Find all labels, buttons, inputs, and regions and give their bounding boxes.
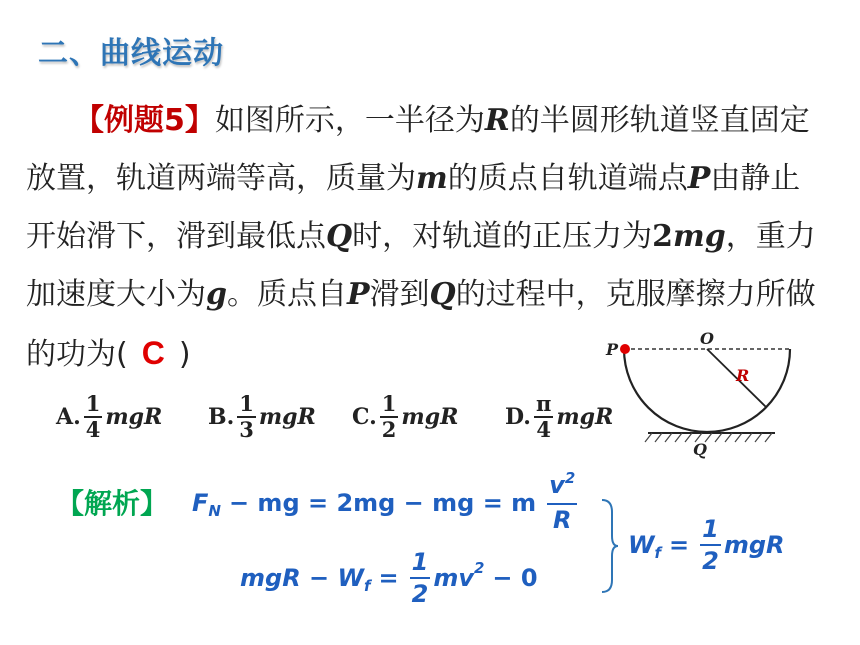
result-equation: W f = $\frac{1}{2}$ mgR xyxy=(628,515,785,575)
fraction: $\frac{1}{2}$ xyxy=(411,548,429,608)
fraction: $\frac{1}{2}$ xyxy=(702,515,719,575)
problem-text: 【例题5】如图所示，一半径为R的半圆形轨道竖直固定放置，轨道两端等高，质量为m的质点自轨道端点P由静止开始滑下，滑到最低点Q时，对轨道的正压力为2mg，重力加速度大小为g。质点自P滑到Q的过程中，克服摩擦力所做的功为( C ) xyxy=(26,103,816,372)
fraction: $\frac{1}{4}$ xyxy=(85,391,101,442)
option-c: C. $\frac{1}{2}$ mgR xyxy=(352,391,459,442)
example-tag: 【例题5】 xyxy=(74,103,215,138)
section-heading: 二、曲线运动 xyxy=(38,36,224,71)
fraction: $\frac{1}{2}$ xyxy=(381,391,397,442)
semicircle-track xyxy=(624,349,790,432)
particle-dot xyxy=(620,344,630,354)
ground-hatching xyxy=(645,433,772,442)
label-r: R xyxy=(736,366,750,385)
equation-2: mgR − W f = $\frac{1}{2}$ mv 2 − 0 xyxy=(240,548,538,608)
answer-options xyxy=(0,392,620,462)
option-d: D. $\frac{\pi}{4}$ mgR xyxy=(505,391,614,442)
answer-choice: C xyxy=(141,335,165,371)
fraction: $\frac{\pi}{4}$ xyxy=(535,391,552,442)
brace xyxy=(596,498,620,594)
equation-1: F N − mg = 2mg − mg = m $\frac{v^2}{R}$ xyxy=(192,469,576,534)
label-o: O xyxy=(700,329,714,348)
label-q: Q xyxy=(693,440,707,459)
semicircle-track-diagram xyxy=(600,325,810,460)
option-b: B. $\frac{1}{3}$ mgR xyxy=(208,391,316,442)
fraction: $\frac{1}{3}$ xyxy=(239,391,254,442)
option-a: A. $\frac{1}{4}$ mgR xyxy=(56,391,163,442)
solution-label: 【解析】 xyxy=(56,487,169,520)
fraction: $\frac{v^2}{R}$ xyxy=(549,469,576,534)
label-p: P xyxy=(606,340,619,359)
